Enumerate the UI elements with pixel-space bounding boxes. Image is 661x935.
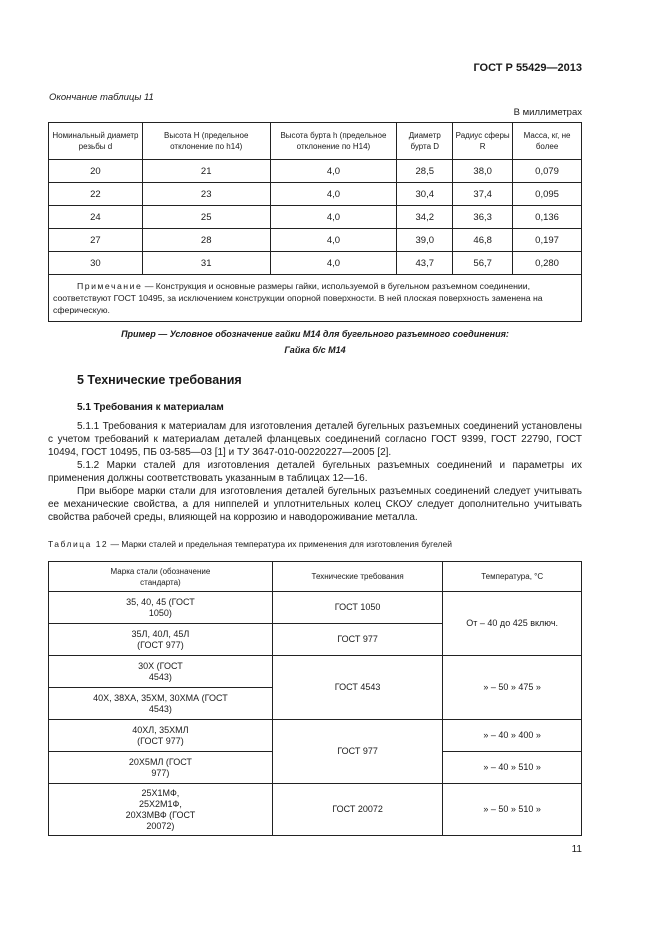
body-text [48, 420, 582, 524]
table-cell: 38,0 [453, 160, 513, 183]
section-title: 5 Технические требования [77, 373, 242, 387]
table-cell: » – 40 » 400 » [443, 720, 582, 752]
table-cell: ГОСТ 977 [272, 720, 443, 784]
column-header: Радиус сферы R [453, 123, 513, 160]
units-label: В миллиметрах [513, 107, 582, 118]
example-designation: Гайка б/с М14 [284, 345, 346, 355]
table-cell: » – 50 » 475 » [443, 656, 582, 720]
note-text: — Конструкция и основные размеры гайки, используемой в бугельном разъемном соединении, соответствуют ГОСТ 10495, за исключением конструкции опорной поверхности. В ней плоская поверхность заменена на сферическую. [53, 281, 543, 315]
table-cell: 22 [49, 183, 143, 206]
note-label: Примечание [77, 281, 143, 291]
paragraph: 5.1.2 Марки сталей для изготовления деталей бугельных разъемных соединений и параметры их применения должны соответствовать указанным в таблицах 12—16. [48, 460, 582, 484]
table-cell: 36,3 [453, 206, 513, 229]
column-header: Технические требования [272, 562, 443, 592]
table-12 [48, 561, 582, 836]
table-cell: 28,5 [397, 160, 453, 183]
table-cell: » – 50 » 510 » [443, 784, 582, 836]
table-cell: 4,0 [270, 229, 397, 252]
table-cell: 40Х, 38ХА, 35ХМ, 30ХМА (ГОСТ 4543) [49, 688, 273, 720]
table-row [49, 206, 582, 229]
table-cell: 20Х5МЛ (ГОСТ 977) [49, 752, 273, 784]
table-cell: От – 40 до 425 включ. [443, 592, 582, 656]
column-header: Диаметр бурта D [397, 123, 453, 160]
table-cell: 46,8 [453, 229, 513, 252]
table-cell: 43,7 [397, 252, 453, 275]
table-row [49, 183, 582, 206]
table-cell: 30,4 [397, 183, 453, 206]
column-header: Высота H (предельное отклонение по h14) [142, 123, 270, 160]
column-header: Температура, °С [443, 562, 582, 592]
table-cell: ГОСТ 4543 [272, 656, 443, 720]
table-cell: 28 [142, 229, 270, 252]
table-cell: 30 [49, 252, 143, 275]
column-header: Масса, кг, не более [513, 123, 582, 160]
column-header: Высота бурта h (предельное отклонение по H14) [270, 123, 397, 160]
paragraph: При выборе марки стали для изготовления деталей бугельных разъемных соединений следует учитывать ее механические свойства, а для ниппелей и уплотнительных колец СКОУ следует дополнительно учитывать свойства рабочей среды, влияющей на коррозию и наводороживание металла. [48, 486, 582, 523]
table-cell: ГОСТ 1050 [272, 592, 443, 624]
table-cell: 4,0 [270, 160, 397, 183]
subsection-title: 5.1 Требования к материалам [77, 402, 224, 413]
table-cell: 4,0 [270, 206, 397, 229]
table-cell: 23 [142, 183, 270, 206]
table-12-caption [48, 539, 452, 549]
page-number: 11 [571, 844, 582, 855]
table-cell: ГОСТ 977 [272, 624, 443, 656]
table-row [49, 784, 582, 836]
caption-text: — Марки сталей и предельная температура их применения для изготовления бугелей [108, 539, 452, 549]
column-header: Марка стали (обозначение стандарта) [49, 562, 273, 592]
table-note [49, 275, 582, 322]
table-cell: ГОСТ 20072 [272, 784, 443, 836]
table-cell: 21 [142, 160, 270, 183]
table-cell: 34,2 [397, 206, 453, 229]
table-cell: 25 [142, 206, 270, 229]
table-cell: 24 [49, 206, 143, 229]
table-cell: 25Х1МФ, 25Х2М1Ф, 20Х3МВФ (ГОСТ 20072) [49, 784, 273, 836]
table-row [49, 592, 582, 624]
table-cell: 40ХЛ, 35ХМЛ (ГОСТ 977) [49, 720, 273, 752]
table-row [49, 252, 582, 275]
table-cell: » – 40 » 510 » [443, 752, 582, 784]
table-cell: 0,079 [513, 160, 582, 183]
caption-label: Таблица 12 [48, 539, 109, 549]
table-cell: 0,095 [513, 183, 582, 206]
table-row [49, 656, 582, 688]
table-cell: 4,0 [270, 252, 397, 275]
table-cell: 20 [49, 160, 143, 183]
table-header-row [49, 562, 582, 592]
table-note-row [49, 275, 582, 322]
table-cell: 31 [142, 252, 270, 275]
table-cell: 35, 40, 45 (ГОСТ 1050) [49, 592, 273, 624]
table-cell: 39,0 [397, 229, 453, 252]
table-cell: 0,280 [513, 252, 582, 275]
table-header-row [49, 123, 582, 160]
table-row [49, 160, 582, 183]
paragraph: 5.1.1 Требования к материалам для изготовления деталей бугельных разъемных соединений установлены с учетом требований к материалам деталей фланцевых соединений согласно ГОСТ 9399, ГОСТ 22790, ГОСТ 10494, ГОСТ 10495, ПБ 03-585—03 [1] и ТУ 3647-010-00220227—2005 [2]. [48, 421, 582, 458]
table-continuation-caption: Окончание таблицы 11 [49, 92, 154, 103]
table-cell: 4,0 [270, 183, 397, 206]
doc-code: ГОСТ Р 55429—2013 [473, 62, 582, 74]
table-cell: 0,136 [513, 206, 582, 229]
column-header: Номинальный диаметр резьбы d [49, 123, 143, 160]
table-cell: 27 [49, 229, 143, 252]
table-row [49, 720, 582, 752]
table-cell: 56,7 [453, 252, 513, 275]
table-cell: 0,197 [513, 229, 582, 252]
table-cell: 35Л, 40Л, 45Л (ГОСТ 977) [49, 624, 273, 656]
table-cell: 37,4 [453, 183, 513, 206]
example-line: Пример — Условное обозначение гайки М14 для бугельного разъемного соединения: [121, 329, 509, 339]
table-11 [48, 122, 582, 322]
table-cell: 30Х (ГОСТ 4543) [49, 656, 273, 688]
table-row [49, 229, 582, 252]
